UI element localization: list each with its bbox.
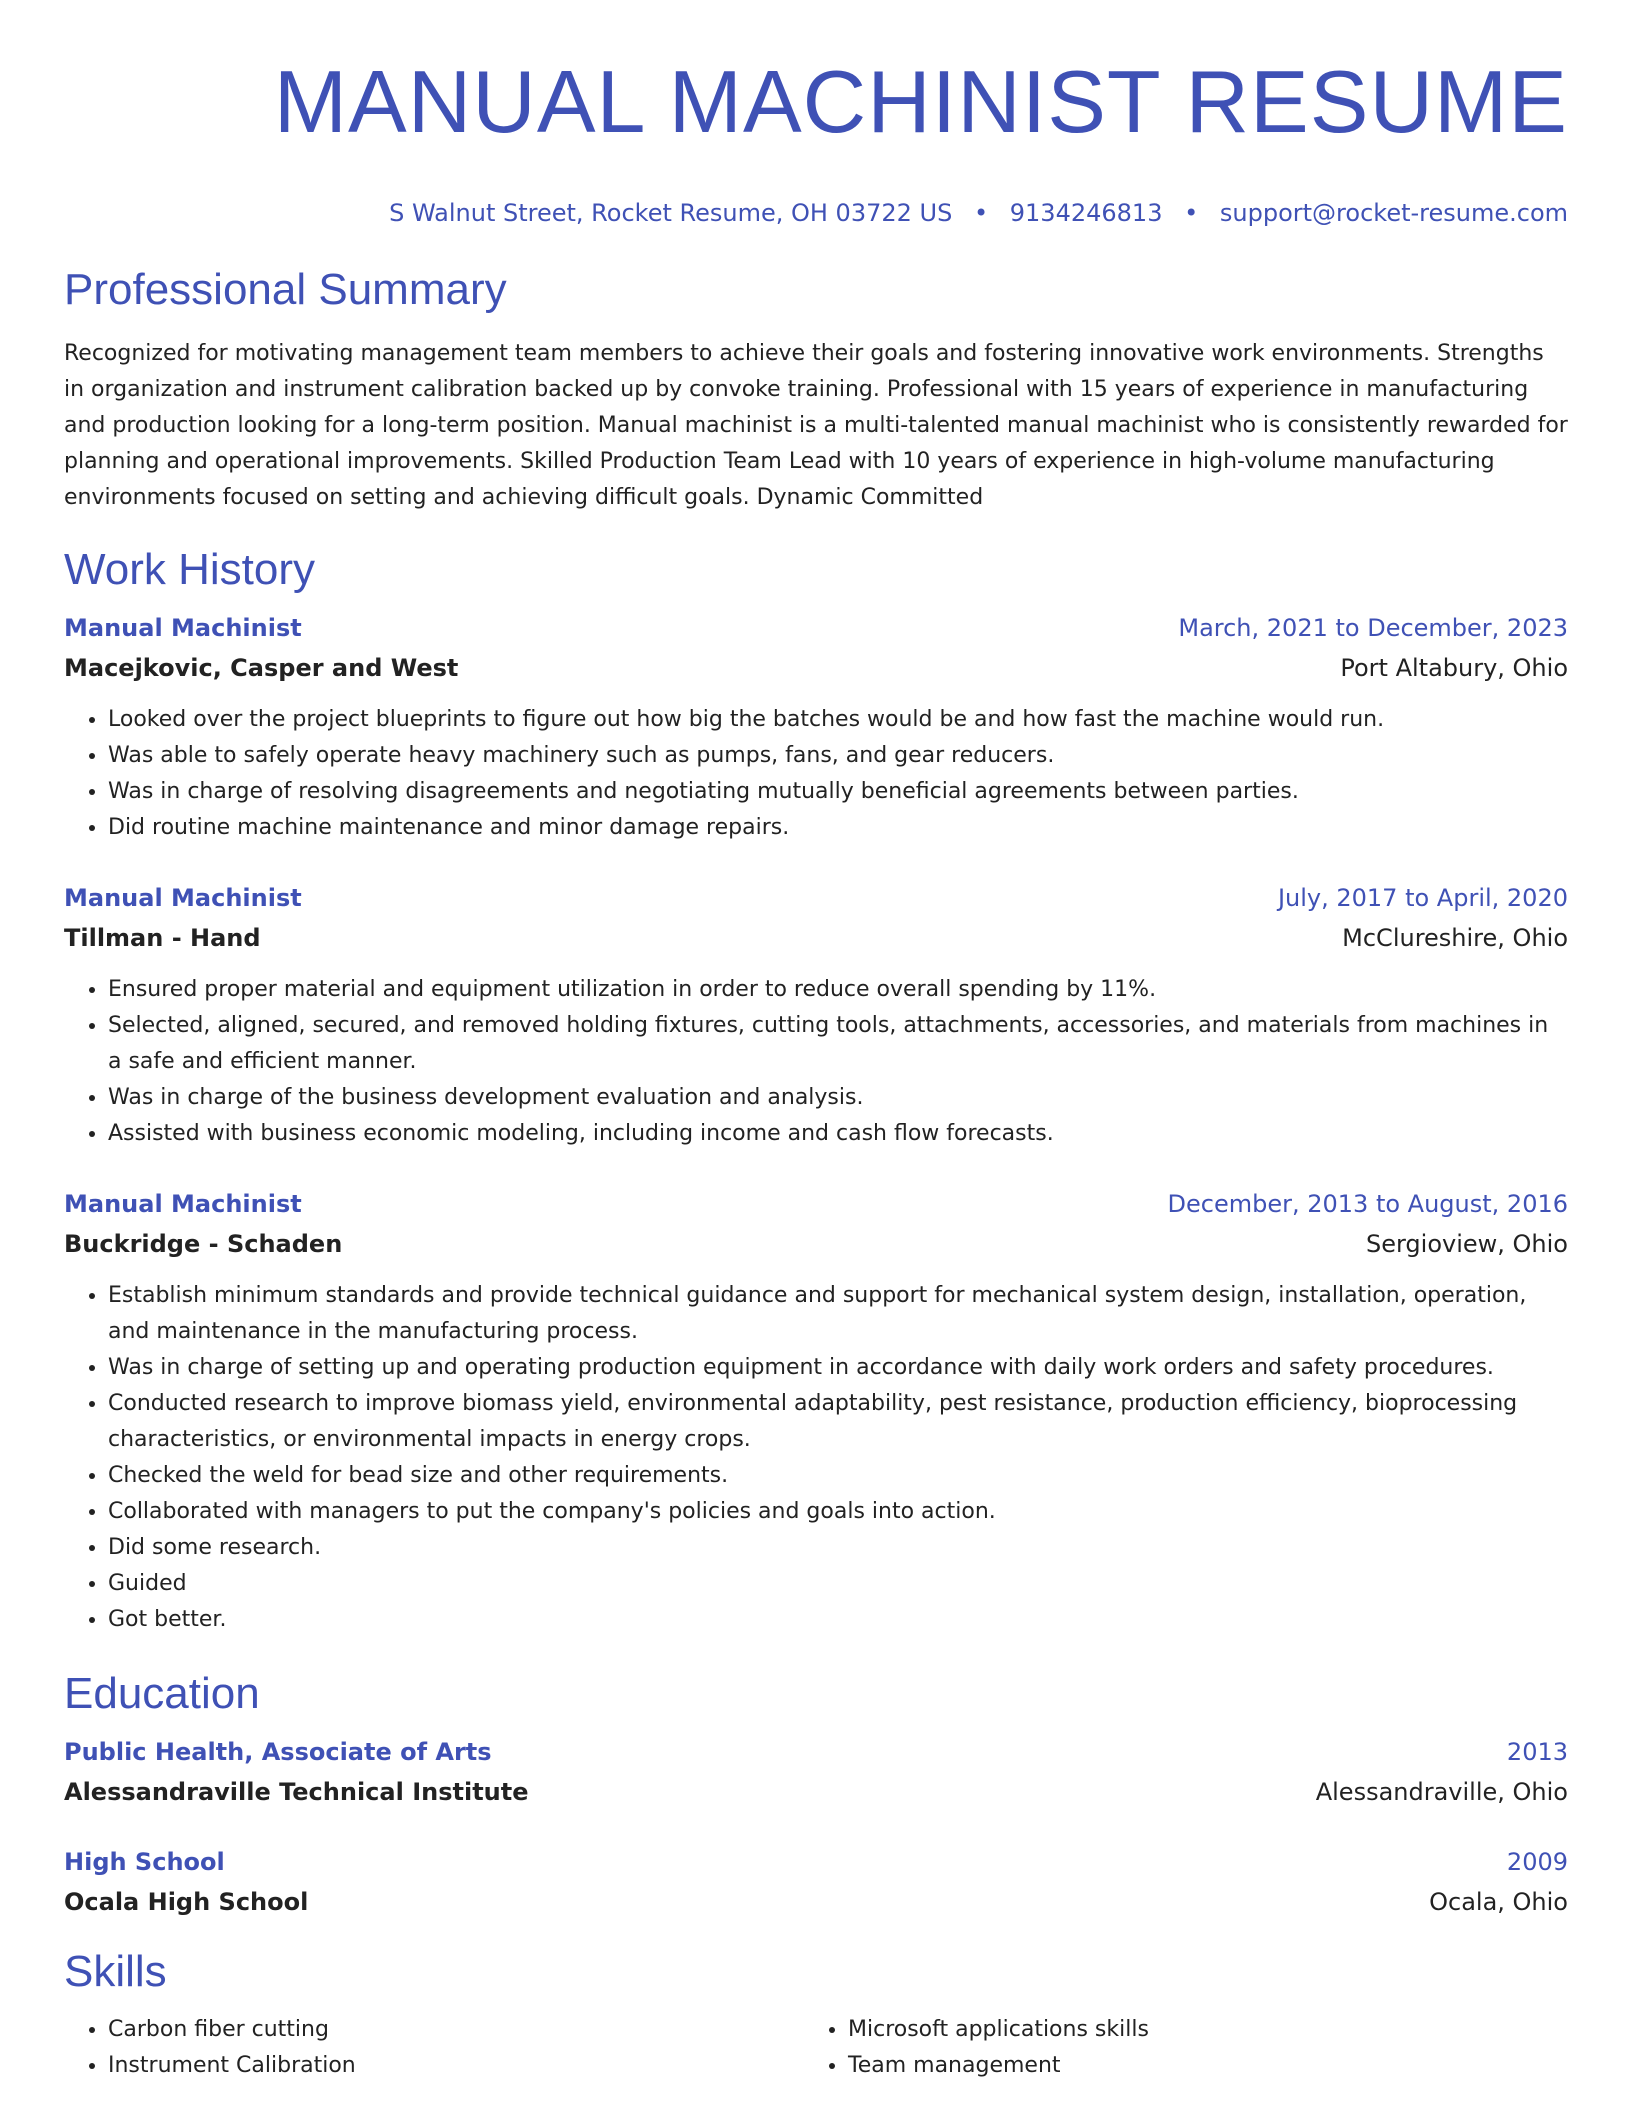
job-company-row xyxy=(64,1220,1568,1260)
job-company-row xyxy=(64,644,1568,684)
job-bullet: • Collaborated with managers to put the company's policies and goals into action. xyxy=(108,1494,1568,1530)
skills-grid xyxy=(64,2012,1568,2084)
job-dates: March, 2021 to December, 2023 xyxy=(1178,614,1568,642)
skills-heading: Skills xyxy=(64,1947,167,1996)
skill-item: • Carbon fiber cutting xyxy=(108,2012,804,2048)
separator-dot: • xyxy=(973,199,989,227)
education-school-row xyxy=(64,1768,1568,1808)
education-location: Alessandraville, Ohio xyxy=(1315,1778,1568,1806)
skills-column-right xyxy=(804,2012,1544,2084)
contact-address: S Walnut Street, Rocket Resume, OH 03722 US xyxy=(389,199,953,227)
job-bullet: • Was able to safely operate heavy machinery such as pumps, fans, and gear reducers. xyxy=(108,738,1568,774)
job-header-row xyxy=(64,612,1568,644)
contact-phone[interactable]: 9134246813 xyxy=(1009,199,1163,227)
skills-column-left xyxy=(64,2012,804,2084)
education-school: Ocala High School xyxy=(64,1888,309,1916)
job-dates: December, 2013 to August, 2016 xyxy=(1167,1190,1568,1218)
education-school-row xyxy=(64,1878,1568,1918)
education-list xyxy=(64,1736,1568,1918)
job-bullet: • Did some research. xyxy=(108,1530,1568,1566)
job-company: Tillman - Hand xyxy=(64,924,261,952)
job-bullets xyxy=(64,702,1568,846)
job-bullet: • Was in charge of resolving disagreements and negotiating mutually beneficial agreements between parties. xyxy=(108,774,1568,810)
job-company: Macejkovic, Casper and West xyxy=(64,654,459,682)
job-bullet: • Ensured proper material and equipment utilization in order to reduce overall spending by 11%. xyxy=(108,972,1568,1008)
job-role: Manual Machinist xyxy=(64,1190,302,1218)
education-entry xyxy=(64,1846,1568,1918)
job-entry xyxy=(64,882,1568,1152)
education-degree: High School xyxy=(64,1848,225,1876)
education-header-row xyxy=(64,1846,1568,1878)
education-entry xyxy=(64,1736,1568,1808)
job-company-row xyxy=(64,914,1568,954)
job-company: Buckridge - Schaden xyxy=(64,1230,343,1258)
job-location: Sergioview, Ohio xyxy=(1365,1230,1568,1258)
job-location: McClureshire, Ohio xyxy=(1342,924,1568,952)
work-history-heading: Work History xyxy=(64,545,315,594)
education-year: 2009 xyxy=(1506,1848,1568,1876)
education-degree: Public Health, Associate of Arts xyxy=(64,1738,492,1766)
education-heading: Education xyxy=(64,1669,260,1718)
skills-list xyxy=(64,2012,804,2084)
job-bullet: • Was in charge of setting up and operating production equipment in accordance with daily work orders and safety procedures. xyxy=(108,1350,1568,1386)
job-role: Manual Machinist xyxy=(64,884,302,912)
job-dates: July, 2017 to April, 2020 xyxy=(1277,884,1568,912)
work-history-list xyxy=(64,612,1568,1638)
separator-dot: • xyxy=(1184,199,1199,227)
job-bullet: • Looked over the project blueprints to figure out how big the batches would be and how fast the machine would run. xyxy=(108,702,1568,738)
education-year: 2013 xyxy=(1506,1738,1568,1766)
education-school: Alessandraville Technical Institute xyxy=(64,1778,529,1806)
job-bullet: • Was in charge of the business development evaluation and analysis. xyxy=(108,1080,1568,1116)
job-entry xyxy=(64,612,1568,846)
job-bullet: • Guided xyxy=(108,1566,1568,1602)
job-bullet: • Establish minimum standards and provide technical guidance and support for mechanical system design, installation, operation, and maintenance in the manufacturing process. xyxy=(108,1278,1568,1350)
resume-title: MANUAL MACHINIST RESUME xyxy=(273,52,1568,151)
skills-list xyxy=(804,2012,1544,2084)
job-header-row xyxy=(64,882,1568,914)
job-bullet: • Assisted with business economic modeling, including income and cash flow forecasts. xyxy=(108,1116,1568,1152)
job-entry xyxy=(64,1188,1568,1638)
job-location: Port Altabury, Ohio xyxy=(1340,654,1568,682)
job-bullet: • Did routine machine maintenance and minor damage repairs. xyxy=(108,810,1568,846)
education-header-row xyxy=(64,1736,1568,1768)
education-location: Ocala, Ohio xyxy=(1429,1888,1568,1916)
job-role: Manual Machinist xyxy=(64,614,302,642)
job-bullets xyxy=(64,1278,1568,1638)
summary-heading: Professional Summary xyxy=(64,265,507,314)
contact-email[interactable]: support@rocket-resume.com xyxy=(1219,199,1568,227)
job-header-row xyxy=(64,1188,1568,1220)
skill-item: • Microsoft applications skills xyxy=(848,2012,1544,2048)
summary-text: Recognized for motivating management team members to achieve their goals and fostering innovative work environments. Strengths in organization and instrument calibration backed up by convoke training. Professional with 15 years of experience in manufacturing and production looking for a long-term position. Manual machinist is a multi-talented manual machinist who is consistently rewarded for planning and operational improvements. Skilled Production Team Lead with 10 years of experience in high-volume manufacturing environments focused on setting and achieving difficult goals. Dynamic Committed xyxy=(64,341,1568,510)
job-bullet: • Selected, aligned, secured, and removed holding fixtures, cutting tools, attachments, accessories, and materials from machines in a safe and efficient manner. xyxy=(108,1008,1568,1080)
contact-line xyxy=(64,198,1568,228)
skill-item: • Team management xyxy=(848,2048,1544,2084)
job-bullet: • Conducted research to improve biomass yield, environmental adaptability, pest resistance, production efficiency, bioprocessing characteristics, or environmental impacts in energy crops. xyxy=(108,1386,1568,1458)
job-bullets xyxy=(64,972,1568,1152)
job-bullet: • Checked the weld for bead size and other requirements. xyxy=(108,1458,1568,1494)
job-bullet: • Got better. xyxy=(108,1602,1568,1638)
skill-item: • Instrument Calibration xyxy=(108,2048,804,2084)
